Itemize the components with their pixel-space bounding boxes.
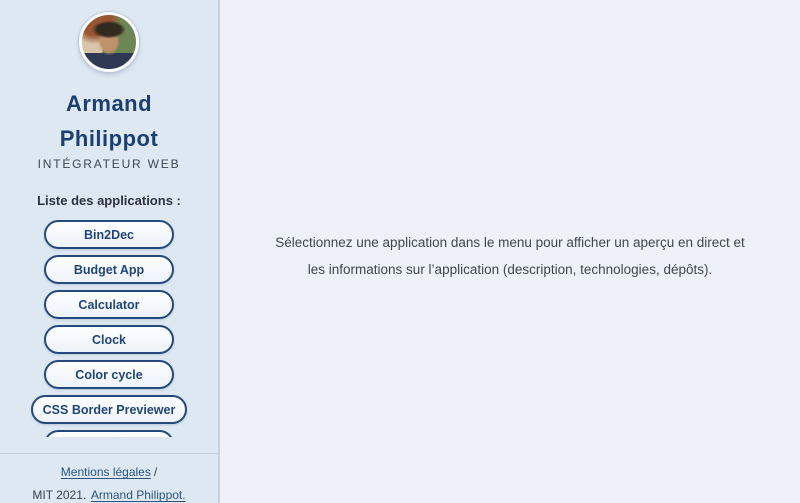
app-button-css-border-previewer[interactable]: CSS Border Previewer bbox=[31, 395, 188, 424]
placeholder-text: Sélectionnez une application dans le menu pour afficher un aperçu en direct et les informations sur l’application (description, technologies, dépôts). bbox=[275, 235, 745, 277]
job-title: INTÉGRATEUR WEB bbox=[37, 157, 181, 171]
list-item bbox=[44, 325, 174, 354]
legal-link[interactable]: Mentions légales bbox=[60, 465, 151, 479]
page-title bbox=[60, 86, 159, 156]
list-item bbox=[44, 220, 174, 249]
app-button-bin2dec[interactable]: Bin2Dec bbox=[44, 220, 174, 249]
main-panel bbox=[220, 0, 800, 503]
app-list bbox=[0, 220, 218, 437]
app-button-budget-app[interactable]: Budget App bbox=[44, 255, 174, 284]
app-button-clipped[interactable] bbox=[44, 430, 174, 437]
app-button-calculator[interactable]: Calculator bbox=[44, 290, 174, 319]
list-item bbox=[44, 290, 174, 319]
copyright-text: MIT 2021. bbox=[32, 488, 87, 502]
list-item bbox=[44, 430, 174, 437]
profile-last-name: Philippot bbox=[59, 126, 159, 151]
sidebar-footer bbox=[0, 453, 218, 503]
app-list-label: Liste des applications : bbox=[37, 193, 181, 208]
avatar bbox=[79, 12, 139, 72]
author-link[interactable]: Armand Philippot. bbox=[90, 488, 186, 502]
app-button-clock[interactable]: Clock bbox=[44, 325, 174, 354]
app-button-color-cycle[interactable]: Color cycle bbox=[44, 360, 174, 389]
list-item bbox=[44, 255, 174, 284]
list-item bbox=[44, 360, 174, 389]
sidebar bbox=[0, 0, 220, 503]
legal-line bbox=[0, 465, 218, 480]
legal-separator: / bbox=[153, 465, 158, 479]
copyright-line bbox=[0, 488, 218, 503]
profile-first-name: Armand bbox=[65, 91, 153, 116]
list-item bbox=[31, 395, 188, 424]
